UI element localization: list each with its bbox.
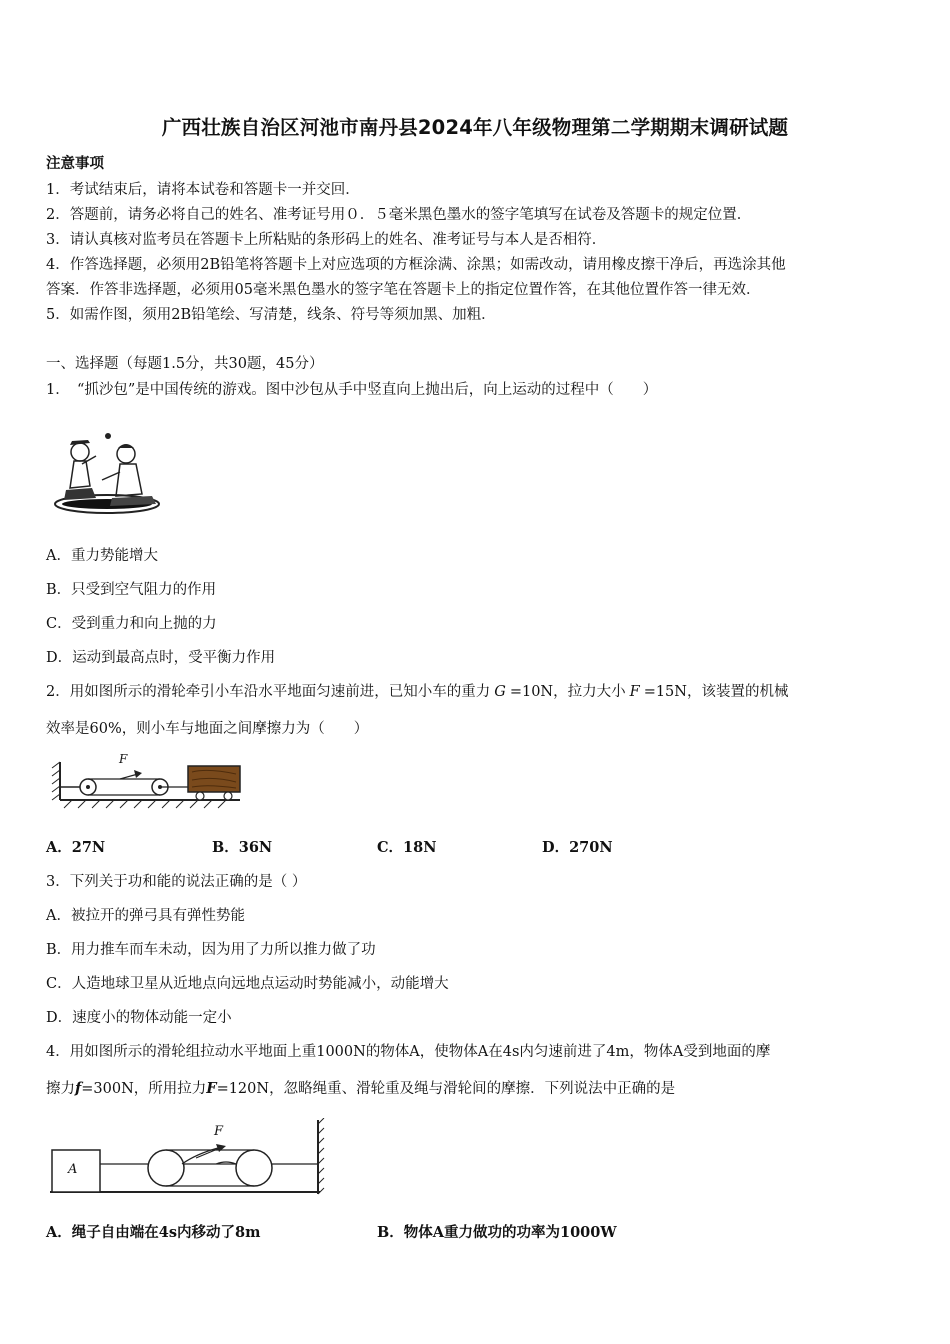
notice-item-4-cont: 答案．作答非选择题，必须用05毫米黑色墨水的签字笔在答题卡上的指定位置作答，在其他位置作答一律无效．	[46, 282, 761, 298]
q2-option-d: D．270N	[542, 839, 613, 856]
q2-option-b: B．36N	[212, 839, 273, 856]
q4-option-b: B．物体A重力做功的功率为1000W	[377, 1224, 617, 1241]
q1-stem: 1． “抓沙包”是中国传统的游戏。图中沙包从手中竖直向上抛出后，向上运动的过程中（ ）	[46, 382, 658, 398]
q4-figure-pulley-system	[46, 1118, 326, 1200]
q2-option-a: A．27N	[46, 839, 106, 856]
notice-item-1: 1．考试结束后，请将本试卷和答题卡一并交回．	[46, 182, 360, 198]
q2-option-c: C．18N	[377, 839, 437, 856]
q3-option-c: C．人造地球卫星从近地点向远地点运动时势能减小，动能增大	[46, 976, 449, 992]
page-title: 广西壮族自治区河池市南丹县2024年八年级物理第二学期期末调研试题	[161, 116, 789, 139]
q2-stem-line2: 效率是60%，则小车与地面之间摩擦力为（ ）	[46, 721, 369, 737]
q1-option-d: D．运动到最高点时，受平衡力作用	[46, 650, 276, 666]
q2-figure-force-label: F	[119, 752, 128, 766]
q4-F-var: F	[206, 1080, 217, 1097]
notice-heading: 注意事项	[46, 155, 104, 172]
q2-figure-pulley-cart	[48, 754, 244, 816]
q1-figure-children-playing	[52, 428, 170, 520]
section-heading: 一、选择题（每题1.5分，共30题，45分）	[46, 356, 324, 372]
q3-option-d: D．速度小的物体动能一定小	[46, 1010, 232, 1026]
notice-item-3: 3．请认真核对监考员在答题卡上所粘贴的条形码上的姓名、准考证号与本人是否相符．	[46, 232, 607, 248]
q4-option-a: A．绳子自由端在4s内移动了8m	[46, 1224, 261, 1241]
q4-line2-a: 擦力	[46, 1081, 75, 1097]
q2-stem-line1	[46, 680, 788, 701]
q4-f-var: f	[75, 1080, 82, 1097]
q2-stem-c: ，该装置的机械	[686, 684, 789, 700]
q4-figure-force-label: F	[214, 1124, 224, 1139]
q3-option-a: A．被拉开的弹弓具有弹性势能	[46, 908, 245, 924]
notice-item-4: 4．作答选择题，必须用2B铅笔将答题卡上对应选项的方框涂满、涂黑；如需改动，请用橡皮擦干净后，再选涂其他	[46, 257, 786, 273]
q2-stem-b: ，拉力大小	[553, 684, 626, 700]
q4-stem-line2	[46, 1077, 675, 1098]
q2-f-val: =15N	[643, 684, 687, 700]
q4-line2-c: =120N，忽略绳重、滑轮重及绳与滑轮间的摩擦．下列说法中正确的是	[216, 1081, 676, 1097]
q2-stem-a: 2．用如图所示的滑轮牵引小车沿水平地面匀速前进，已知小车的重力	[46, 684, 491, 700]
notice-item-5: 5．如需作图，须用2B铅笔绘、写清楚，线条、符号等须加黑、加粗．	[46, 307, 496, 323]
q1-option-b: B．只受到空气阻力的作用	[46, 582, 217, 598]
q1-option-a: A．重力势能增大	[46, 548, 158, 564]
q4-stem-line1: 4．用如图所示的滑轮组拉动水平地面上重1000N的物体A，使物体A在4s内匀速前进了4m，物体A受到地面的摩	[46, 1044, 771, 1060]
q2-g-var: G	[494, 684, 506, 700]
q3-option-b: B．用力推车而车未动，因为用了力所以推力做了功	[46, 942, 376, 958]
q4-line2-b: =300N，所用拉力	[81, 1081, 207, 1097]
q4-figure-block-label: A	[68, 1162, 78, 1177]
q3-stem: 3．下列关于功和能的说法正确的是（ ）	[46, 874, 307, 890]
q2-g-val: =10N	[509, 684, 554, 700]
q1-option-c: C．受到重力和向上抛的力	[46, 616, 217, 632]
q2-f-var: F	[629, 684, 640, 700]
notice-item-2: 2．答题前，请务必将自己的姓名、准考证号用０．５毫米黑色墨水的签字笔填写在试卷及答题卡的规定位置．	[46, 207, 752, 223]
